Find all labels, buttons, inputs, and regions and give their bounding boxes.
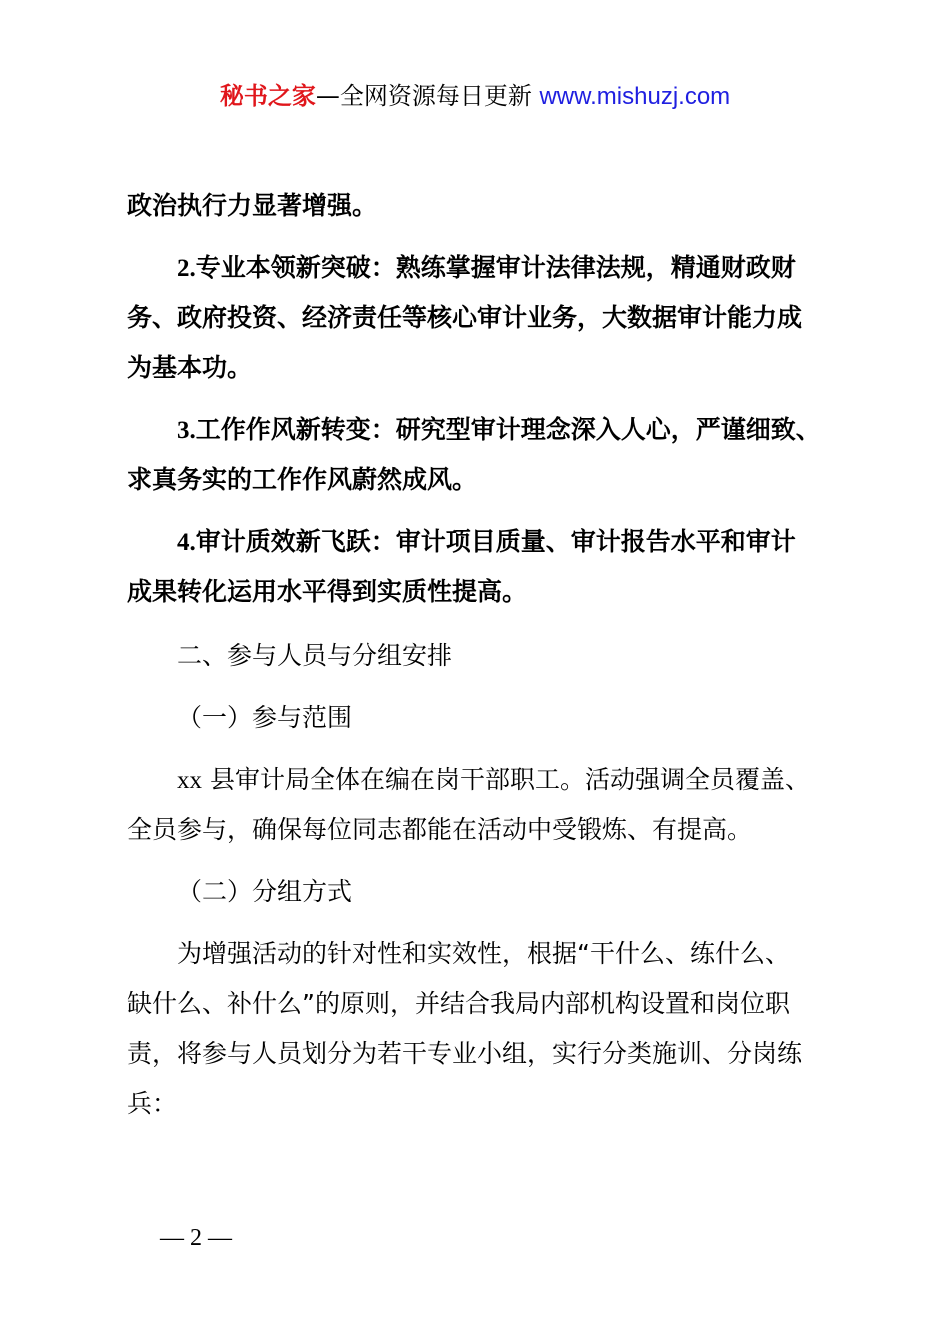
- paragraph-4-line-2: 成果转化运用水平得到实质性提高。: [127, 577, 528, 606]
- subsection-heading-1: （一）参与范围: [177, 703, 353, 732]
- paragraph-6-line-4: 兵：: [127, 1089, 178, 1118]
- paragraph-3-line-1: [177, 414, 821, 447]
- brand-name: 秘书之家: [219, 82, 316, 110]
- placeholder-xx: xx: [177, 767, 202, 794]
- paragraph-2-text-1: 专业本领新突破：熟练掌握审计法律法规，精通财政财: [195, 253, 796, 282]
- paragraph-2-line-3: 为基本功。: [127, 353, 253, 382]
- paragraph-3-text-1: 工作作风新转变：研究型审计理念深入人心，严谨细致、: [195, 415, 821, 444]
- paragraph-5-line-2: 全员参与，确保每位同志都能在活动中受锻炼、有提高。: [127, 815, 753, 844]
- item-number-4: 4.: [177, 529, 196, 556]
- paragraph-2-line-1: [177, 252, 796, 285]
- header-slogan: —全网资源每日更新: [315, 82, 540, 110]
- page-number: — 2 —: [160, 1225, 232, 1251]
- paragraph-6-line-2: 缺什么、补什么”的原则，并结合我局内部机构设置和岗位职: [127, 989, 790, 1018]
- paragraph-5-line-1: [177, 764, 810, 797]
- subsection-heading-2: （二）分组方式: [177, 877, 353, 906]
- site-header: [0, 80, 950, 113]
- paragraph-1-continuation: 政治执行力显著增强。: [127, 191, 378, 220]
- item-number-3: 3.: [177, 417, 196, 444]
- paragraph-6-line-1: 为增强活动的针对性和实效性，根据“干什么、练什么、: [177, 939, 790, 968]
- paragraph-3-line-2: 求真务实的工作作风蔚然成风。: [127, 465, 478, 494]
- item-number-2: 2.: [177, 255, 196, 282]
- paragraph-6-line-3: 责，将参与人员划分为若干专业小组，实行分类施训、分岗练: [127, 1039, 803, 1068]
- paragraph-5-text-1: 县审计局全体在编在岗干部职工。活动强调全员覆盖、: [209, 765, 810, 794]
- site-url-link[interactable]: www.mishuzj.com: [539, 83, 731, 110]
- paragraph-2-line-2: 务、政府投资、经济责任等核心审计业务，大数据审计能力成: [127, 303, 803, 332]
- paragraph-4-text-1: 审计质效新飞跃：审计项目质量、审计报告水平和审计: [195, 527, 796, 556]
- section-heading-2: 二、参与人员与分组安排: [177, 641, 453, 670]
- paragraph-4-line-1: [177, 526, 796, 559]
